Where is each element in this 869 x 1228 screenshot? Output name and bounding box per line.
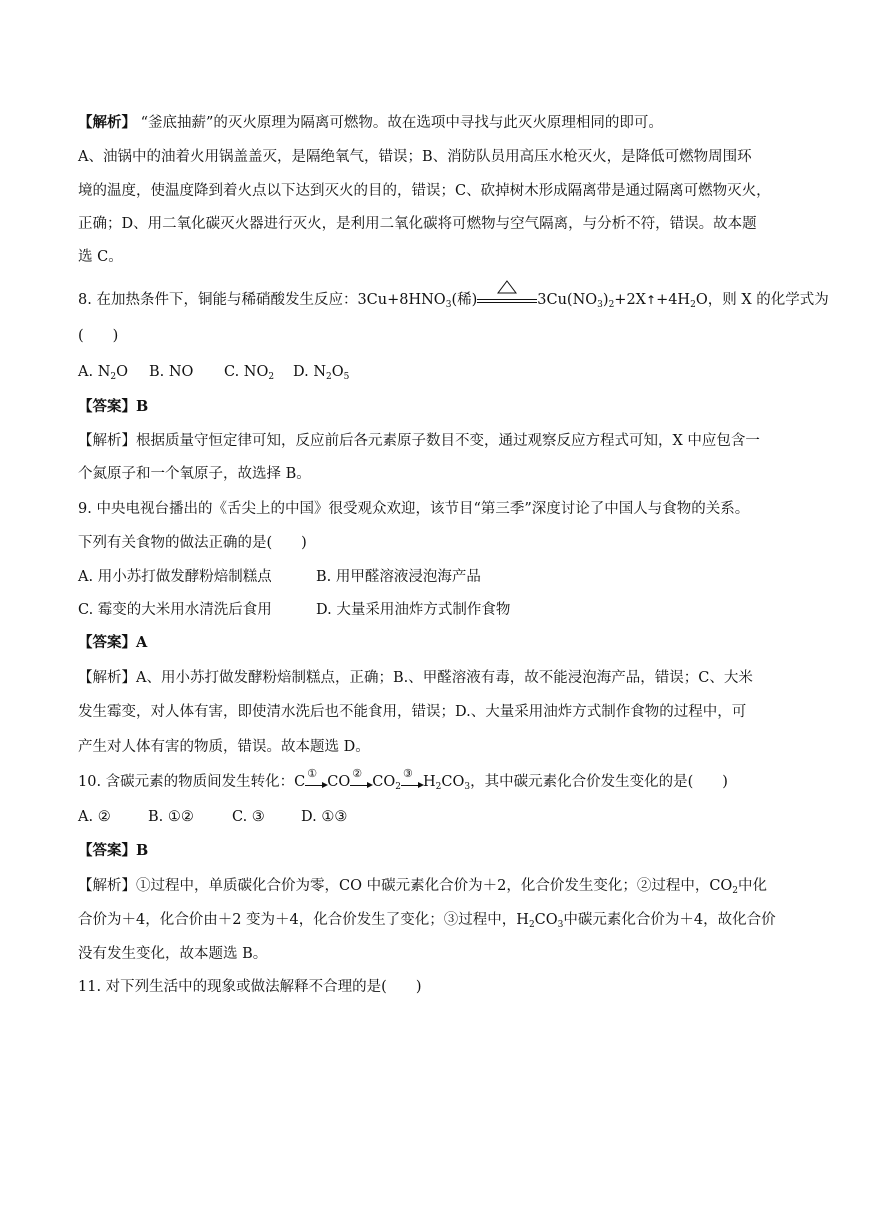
q8-stem-text: 8. 在加热条件下，铜能与稀硝酸发生反应：3Cu+8HNO bbox=[78, 292, 446, 308]
q7-analysis-line-3: 境的温度，使温度降到着火点以下达到灭火的目的，错误；C、砍掉树木形成隔离带是通过隔离可燃物灭火， bbox=[78, 183, 771, 199]
heat-equals-sign bbox=[477, 293, 537, 307]
q10-stem-tail: ，其中碳元素化合价发生变化的是( ) bbox=[470, 774, 728, 790]
step-1-arrow-icon: ① bbox=[305, 774, 327, 790]
q8-product: 3Cu(NO bbox=[537, 292, 598, 308]
q9-analysis-line-2: 发生霉变，对人体有害，即使清水洗后也不能食用，错误；D.、大量采用油炸方式制作食物的过程中，可 bbox=[78, 704, 747, 720]
q8-option-d: D. $N_2O_5$ bbox=[293, 364, 350, 382]
q9-stem-line-2: 下列有关食物的做法正确的是( ) bbox=[78, 535, 307, 551]
q10-option-b: B. ①② bbox=[148, 809, 194, 825]
q10-option-d: D. ①③ bbox=[301, 809, 348, 825]
q7-analysis-line-1 bbox=[78, 112, 798, 134]
q7-analysis-line-5: 选 C。 bbox=[78, 249, 123, 265]
q8-stem-tail: O，则 X 的化学式为 bbox=[695, 292, 829, 308]
step-2-arrow-icon: ② bbox=[350, 774, 372, 790]
q11-stem: 11. 对下列生活中的现象或做法解释不合理的是( ) bbox=[78, 979, 422, 995]
q9-option-c: C. 霉变的大米用水清洗后食用 bbox=[78, 602, 272, 618]
q8-analysis-line-2: 个氮原子和一个氧原子，故选择 B。 bbox=[78, 466, 311, 482]
q10-analysis-line-2: 合价为＋4，化合价由＋2 变为＋4，化合价发生了变化；③过程中，$H_2CO_3$中碳元素化合价为＋4，故化合价 bbox=[78, 912, 776, 930]
subscript: 2 bbox=[608, 300, 615, 310]
q8-analysis-line-1: 【解析】根据质量守恒定律可知，反应前后各元素原子数目不变，通过观察反应方程式可知，X 中应包含一 bbox=[78, 433, 760, 449]
q8-product: +4H bbox=[656, 292, 691, 308]
q10-options bbox=[78, 806, 798, 828]
q8-option-a: A. $N_2O$ bbox=[78, 364, 129, 382]
q10-option-c: C. ③ bbox=[232, 809, 265, 825]
q9-option-a: A. 用小苏打做发酵粉焙制糕点 bbox=[78, 569, 272, 585]
q8-options bbox=[78, 361, 798, 383]
q7-analysis-line-4: 正确；D、用二氧化碳灭火器进行灭火，是利用二氧化碳将可燃物与空气隔离，与分析不符，错误。故本题 bbox=[78, 216, 757, 232]
q9-analysis-line-3: 产生对人体有害的物质，错误。故本题选 D。 bbox=[78, 739, 370, 755]
q10-answer: 【答案】B bbox=[78, 842, 149, 859]
analysis-text: “釜底抽薪”的灭火原理为隔离可燃物。故在选项中寻找与此灭火原理相同的即可。 bbox=[140, 115, 663, 131]
q9-options-row-2 bbox=[78, 599, 798, 621]
q9-option-b: B. 用甲醛溶液浸泡海产品 bbox=[316, 569, 481, 585]
q8-product: +2X bbox=[614, 292, 646, 308]
q10-analysis-line-1: 【解析】①过程中，单质碳化合价为零，CO 中碳元素化合价为＋2，化合价发生变化；②过程中，$CO_2$中化 bbox=[78, 878, 768, 896]
step-3-arrow-icon: ③ bbox=[401, 774, 423, 790]
paren: ) bbox=[602, 292, 609, 308]
gas-up-arrow-icon: ↑ bbox=[646, 293, 657, 307]
subscript: 3 bbox=[445, 300, 452, 310]
analysis-label: 【解析】 bbox=[78, 114, 136, 131]
q8-blank: ( ) bbox=[78, 328, 119, 344]
q8-dilute: (稀) bbox=[451, 292, 478, 308]
subscript: 3 bbox=[597, 300, 603, 310]
q9-analysis-line-1: 【解析】A、用小苏打做发酵粉焙制糕点，正确；B.、甲醛溶液有毒，故不能浸泡海产品，错误；C、大米 bbox=[78, 670, 753, 686]
formula-h2co3: $H_2CO_3$ bbox=[422, 774, 471, 792]
q10-option-a: A. ② bbox=[78, 809, 111, 825]
q9-stem-line-1: 9. 中央电视台播出的《舌尖上的中国》很受观众欢迎，该节目“第三季”深度讨论了中国人与食物的关系。 bbox=[78, 501, 750, 517]
q10-stem bbox=[78, 767, 798, 793]
q9-option-d: D. 大量采用油炸方式制作食物 bbox=[316, 602, 511, 618]
q7-analysis-line-2: A、油锅中的油着火用锅盖盖灭，是隔绝氧气，错误；B、消防队员用高压水枪灭火，是降低可燃物周围环 bbox=[78, 149, 752, 165]
formula-co2: $CO_2$ bbox=[372, 774, 401, 792]
q8-option-c: C. $NO_2$ bbox=[224, 364, 275, 382]
q8-stem bbox=[78, 289, 829, 311]
q8-answer: 【答案】B bbox=[78, 398, 149, 415]
formula-co: CO bbox=[327, 774, 351, 790]
q8-option-b: B. NO bbox=[149, 364, 194, 380]
subscript: 2 bbox=[690, 300, 696, 310]
heat-triangle-icon bbox=[497, 279, 517, 293]
q9-options-row-1 bbox=[78, 566, 798, 588]
q9-answer: 【答案】A bbox=[78, 634, 148, 651]
q10-analysis-line-3: 没有发生变化，故本题选 B。 bbox=[78, 946, 268, 962]
q10-stem-text: 10. 含碳元素的物质间发生转化：C bbox=[78, 774, 306, 790]
